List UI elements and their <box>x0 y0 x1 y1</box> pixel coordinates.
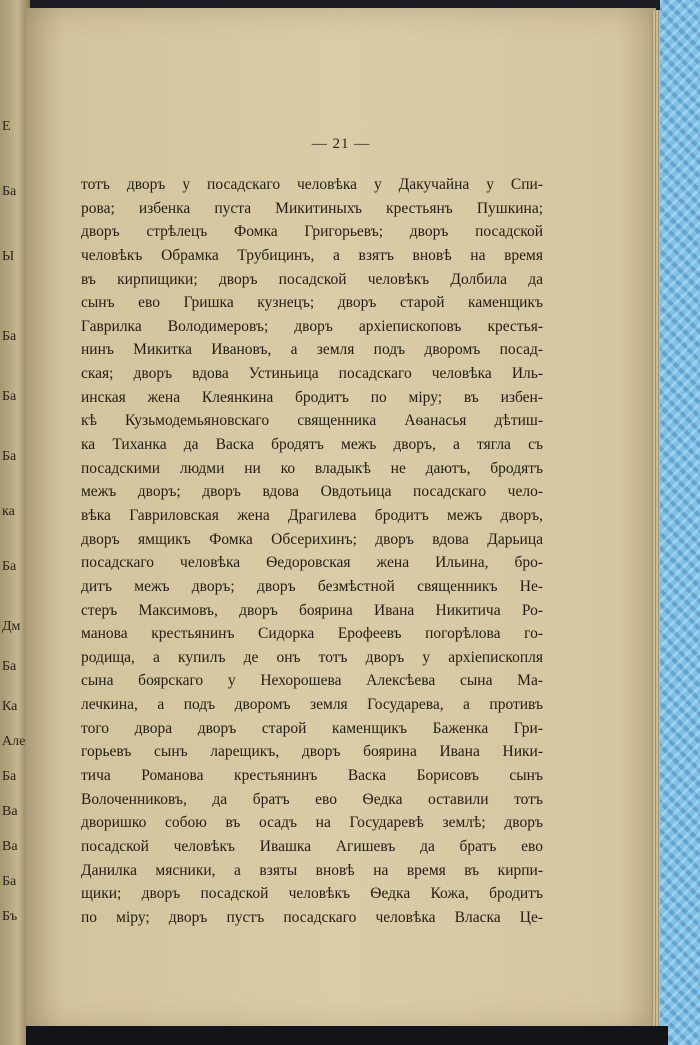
text-line: щики; дворъ посадской человѣкъ Ѳедка Кожа, бродитъ <box>81 885 543 903</box>
facing-page-fragment: Але <box>2 735 26 749</box>
text-line: посадскаго человѣка Ѳедоровская жена Ильина, бро- <box>81 554 543 572</box>
page-text <box>81 173 543 930</box>
text-line: Данилка мясники, а взяты вновѣ на время въ кирпи- <box>81 861 543 879</box>
text-line: инская жена Клеянкина бродитъ по міру; въ избен- <box>81 388 543 406</box>
text-line: дворъ ямщикъ Фомка Обсерихинъ; дворъ вдова Дарьица <box>81 530 543 548</box>
facing-page-fragment: Дм <box>2 620 21 634</box>
text-line: въ кирпищики; дворъ посадской человѣкъ Долбила да <box>81 270 543 288</box>
text-line: посадской человѣкъ Ивашка Агишевъ да братъ ево <box>81 837 543 855</box>
book-page <box>26 8 656 1030</box>
text-line: сына боярскаго у Нехорошева Алексѣева сына Ма- <box>81 672 543 690</box>
facing-page-fragment: ка <box>2 505 15 519</box>
text-line: посадскими людми ни ко владыкѣ не даютъ, бродятъ <box>81 459 543 477</box>
text-line: нинъ Микитка Ивановъ, а земля подъ дворомъ посад- <box>81 341 543 359</box>
facing-page-fragment: Ба <box>2 330 17 344</box>
facing-page-fragment: Ба <box>2 875 17 889</box>
text-line: стеръ Максимовъ, дворъ боярина Ивана Никитича Ро- <box>81 601 543 619</box>
facing-page-fragment: Ы <box>2 250 15 264</box>
text-line: Волоченниковъ, да братъ ево Ѳедка оставили тотъ <box>81 790 543 808</box>
facing-page-fragment: Ба <box>2 390 17 404</box>
text-line: того двора дворъ старой каменщикъ Баженка Гри- <box>81 719 543 737</box>
text-line: дворъ стрѣлецъ Фомка Григорьевъ; дворъ посадской <box>81 223 543 241</box>
facing-page-fragment: Ба <box>2 660 17 674</box>
text-line: вѣка Гавриловская жена Драгилева бродитъ межъ дворъ, <box>81 506 543 524</box>
text-line: по міру; дворъ пустъ посадскаго человѣка Власка Це- <box>81 908 543 926</box>
facing-page-fragment: Ка <box>2 700 18 714</box>
text-line: рова; избенка пуста Микитиныхъ крестьянъ Пушкина; <box>81 199 543 217</box>
facing-page-fragment: Ба <box>2 185 17 199</box>
text-line: родища, а купилъ де онъ тотъ дворъ у архіепископля <box>81 648 543 666</box>
book-bottom-edge <box>26 1026 668 1045</box>
text-line: кѣ Кузьмодемьяновскаго священника Аѳанасья дѣтиш- <box>81 412 543 430</box>
text-line: сынъ ево Гришка кузнецъ; дворъ старой каменщикъ <box>81 294 543 312</box>
facing-page-fragment: Ба <box>2 560 17 574</box>
text-line: Гаврилка Володимеровъ; дворъ архіепископовъ крестья- <box>81 317 543 335</box>
page-number: — 21 — <box>311 136 371 152</box>
text-line: тича Романова крестьянинъ Васка Борисовъ сынъ <box>81 767 543 785</box>
text-line: тотъ дворъ у посадскаго человѣка у Дакучайна у Спи- <box>81 176 543 193</box>
text-line: горьевъ сынъ ларещикъ, дворъ боярина Ивана Ники- <box>81 743 543 761</box>
facing-page-fragment: Ва <box>2 840 18 854</box>
text-line: дворишко собою въ осадъ на Государевѣ землѣ; дворъ <box>81 814 543 832</box>
text-line: человѣкъ Обрамка Трубицинъ, а взятъ вновѣ на время <box>81 246 543 264</box>
text-line: лечкина, а подъ дворомъ земля Государева, а противъ <box>81 696 543 714</box>
blue-cloth-background <box>660 0 700 1045</box>
text-line: ка Тиханка да Васка бродятъ межъ дворъ, а тягла съ <box>81 436 543 454</box>
facing-page-fragment: Ва <box>2 805 18 819</box>
facing-page-fragment: Бъ <box>2 910 18 924</box>
text-line: межъ дворъ; дворъ вдова Овдотьица посадскаго чело- <box>81 483 543 501</box>
facing-page-fragment: Ба <box>2 450 17 464</box>
facing-page-fragment: Ба <box>2 770 17 784</box>
facing-page-fragment: Е <box>2 120 11 134</box>
text-line: ская; дворъ вдова Устиньица посадскаго человѣка Иль- <box>81 365 543 383</box>
text-line: манова крестьянинъ Сидорка Ерофеевъ погорѣлова го- <box>81 625 543 643</box>
text-line: дитъ межъ дворъ; дворъ безмѣстной священникъ Не- <box>81 577 543 595</box>
